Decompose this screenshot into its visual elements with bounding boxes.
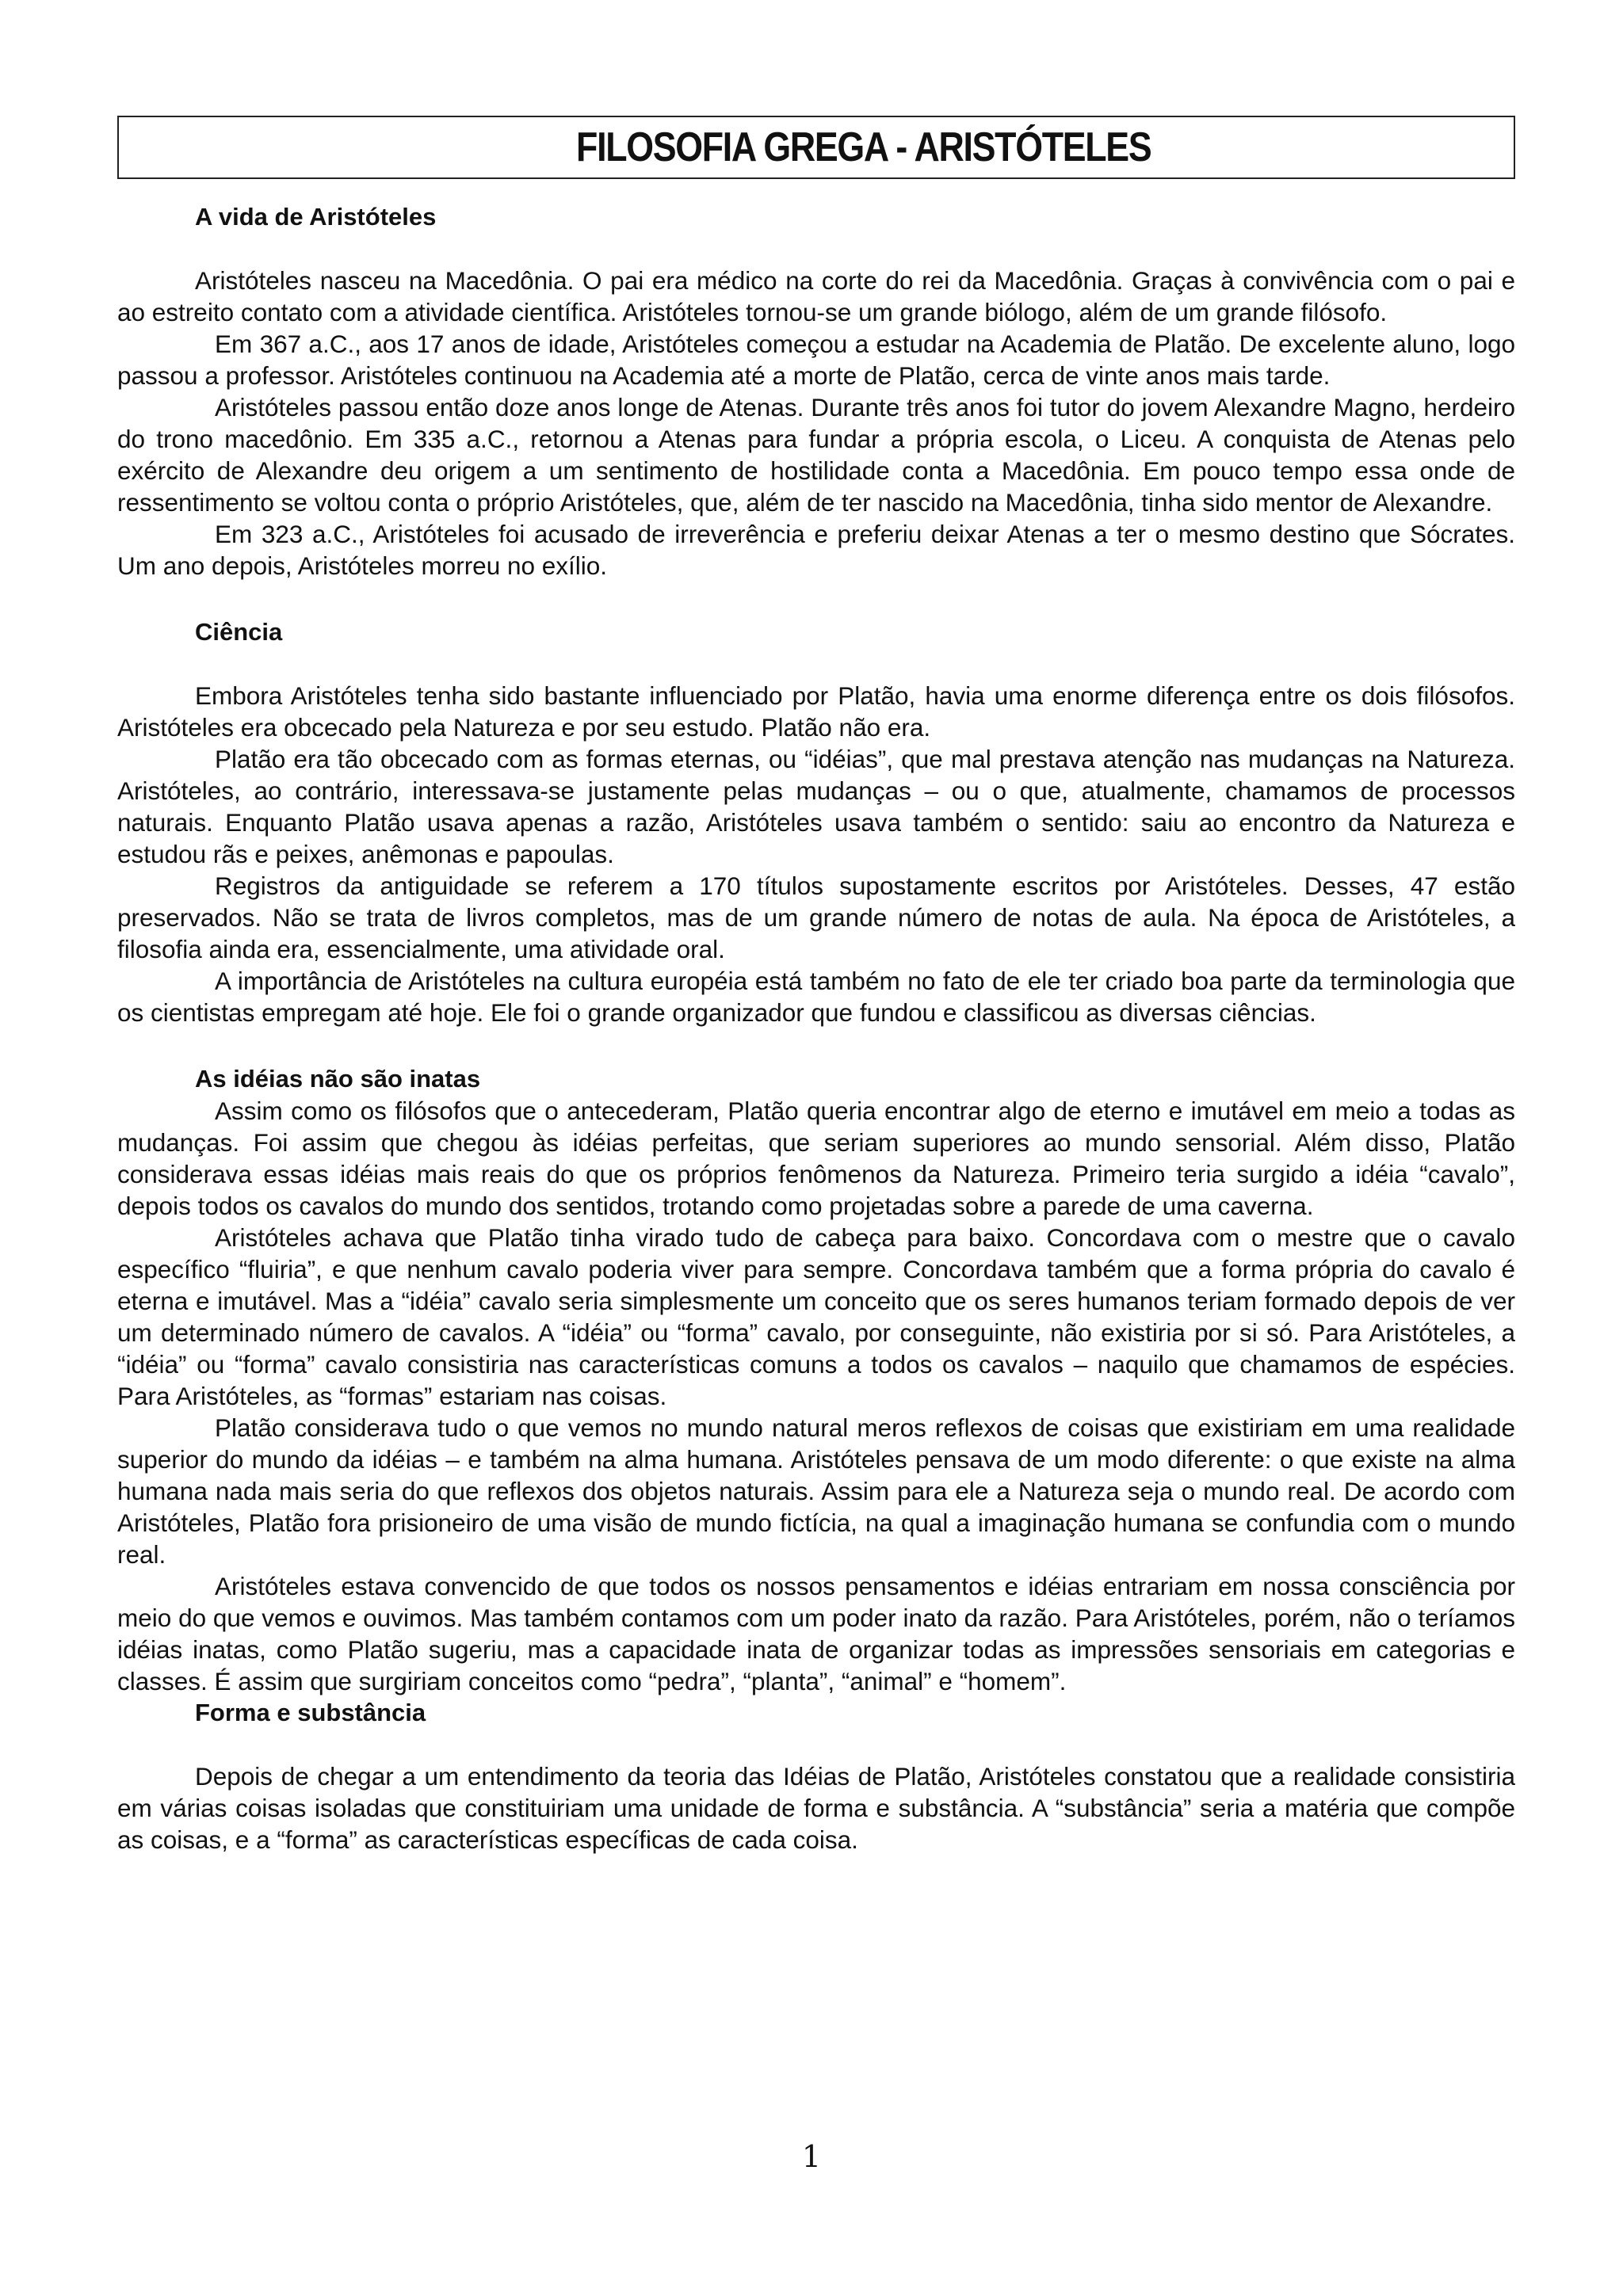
section-heading-forma: Forma e substância	[195, 1699, 426, 1726]
paragraph: Embora Aristóteles tenha sido bastante influenciado por Platão, havia uma enorme diferença entre os dois filósofos. Aristóteles era obcecado pela Natureza e por seu estudo. Platão não era.	[117, 681, 1515, 742]
document-title: FILOSOFIA GREGA - ARISTÓTELES	[576, 124, 1151, 170]
paragraph: Assim como os filósofos que o antecederam, Platão queria encontrar algo de eterno e imutável em meio a todas as mudanças. Foi assim que chegou às idéias perfeitas, que seriam superiores ao mundo sensorial. Além disso, Platão considerava essas idéias mais reais do que os próprios fenômenos da Natureza. Primeiro teria surgido a idéia “cavalo”, depois todos os cavalos do mundo dos sentidos, trotando como projetadas sobre a parede de uma caverna.	[117, 1097, 1515, 1220]
title-box	[117, 116, 1515, 179]
paragraph: Em 323 a.C., Aristóteles foi acusado de irreverência e preferiu deixar Atenas a ter o mesmo destino que Sócrates. Um ano depois, Aristóteles morreu no exílio.	[117, 520, 1515, 580]
page-content	[117, 116, 1515, 1855]
paragraph: Platão era tão obcecado com as formas eternas, ou “idéias”, que mal prestava atenção nas mudanças na Natureza. Aristóteles, ao contrário, interessava-se justamente pelas mudanças – ou o que, atualmente, chamamos de processos naturais. Enquanto Platão usava apenas a razão, Aristóteles usava também o sentido: saiu ao encontro da Natureza e estudou rãs e peixes, anêmonas e papoulas.	[117, 745, 1515, 868]
section-heading-ideias: As idéias não são inatas	[195, 1065, 481, 1093]
paragraph: Aristóteles estava convencido de que todos os nossos pensamentos e idéias entrariam em nossa consciência por meio do que vemos e ouvimos. Mas também contamos com um poder inato da razão. Para Aristóteles, porém, não o teríamos idéias inatas, como Platão sugeriu, mas a capacidade inata de organizar todas as impressões sensoriais em categorias e classes. É assim que surgiriam conceitos como “pedra”, “planta”, “animal” e “homem”.	[117, 1572, 1515, 1695]
paragraph: A importância de Aristóteles na cultura européia está também no fato de ele ter criado boa parte da terminologia que os cientistas empregam até hoje. Ele foi o grande organizador que fundou e classificou as diversas ciências.	[117, 967, 1515, 1027]
paragraph: Depois de chegar a um entendimento da teoria das Idéias de Platão, Aristóteles constatou que a realidade consistiria em várias coisas isoladas que constituiriam uma unidade de forma e substância. A “substância” seria a matéria que compõe as coisas, e a “forma” as características específicas de cada coisa.	[117, 1762, 1515, 1854]
section-heading-vida: A vida de Aristóteles	[195, 203, 437, 231]
paragraph: Aristóteles passou então doze anos longe de Atenas. Durante três anos foi tutor do jovem Alexandre Magno, herdeiro do trono macedônio. Em 335 a.C., retornou a Atenas para fundar a própria escola, o Liceu. A conquista de Atenas pelo exército de Alexandre deu origem a um sentimento de hostilidade conta a Macedônia. Em pouco tempo essa onde de ressentimento se voltou conta o próprio Aristóteles, que, além de ter nascido na Macedônia, tinha sido mentor de Alexandre.	[117, 393, 1515, 517]
paragraph: Aristóteles nasceu na Macedônia. O pai era médico na corte do rei da Macedônia. Graças à convivência com o pai e ao estreito contato com a atividade científica. Aristóteles tornou-se um grande biólogo, além de um grande filósofo.	[117, 266, 1515, 326]
paragraph: Registros da antiguidade se referem a 170 títulos supostamente escritos por Aristóteles. Desses, 47 estão preservados. Não se trata de livros completos, mas de um grande número de notas de aula. Na época de Aristóteles, a filosofia ainda era, essencialmente, uma atividade oral.	[117, 871, 1515, 963]
paragraph: Aristóteles achava que Platão tinha virado tudo de cabeça para baixo. Concordava com o mestre que o cavalo específico “fluiria”, e que nenhum cavalo poderia viver para sempre. Concordava também que a forma própria do cavalo é eterna e imutável. Mas a “idéia” cavalo seria simplesmente um conceito que os seres humanos teriam formado depois de ver um determinado número de cavalos. A “idéia” ou “forma” cavalo, por conseguinte, não existiria por si só. Para Aristóteles, a “idéia” ou “forma” cavalo consistiria nas características comuns a todos os cavalos – naquilo que chamamos de espécies. Para Aristóteles, as “formas” estariam nas coisas.	[117, 1223, 1515, 1410]
page-number: 1	[801, 2139, 822, 2174]
section-heading-ciencia: Ciência	[195, 618, 283, 646]
paragraph: Platão considerava tudo o que vemos no mundo natural meros reflexos de coisas que existiriam em uma realidade superior do mundo da idéias – e também na alma humana. Aristóteles pensava de um modo diferente: o que existe na alma humana nada mais seria do que reflexos dos objetos naturais. Assim para ele a Natureza seja o mundo real. De acordo com Aristóteles, Platão fora prisioneiro de uma visão de mundo fictícia, na qual a imaginação humana se confundia com o mundo real.	[117, 1413, 1515, 1569]
paragraph: Em 367 a.C., aos 17 anos de idade, Aristóteles começou a estudar na Academia de Platão. De excelente aluno, logo passou a professor. Aristóteles continuou na Academia até a morte de Platão, cerca de vinte anos mais tarde.	[117, 330, 1515, 390]
